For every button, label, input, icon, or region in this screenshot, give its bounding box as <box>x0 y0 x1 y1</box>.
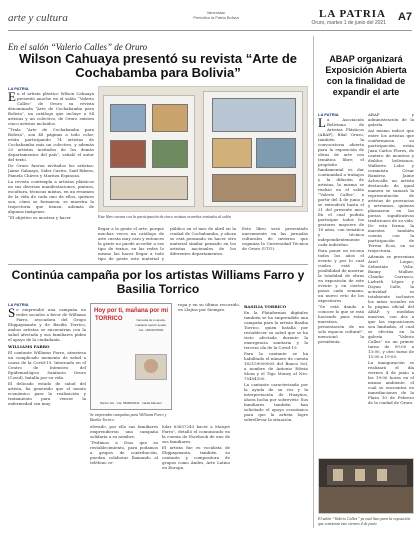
bottom-article-headline: Continúa campaña por los artistas Williams Farro y Basilia Torrico <box>11 268 305 296</box>
main-article-column-2 <box>98 226 164 262</box>
side-article-photo <box>318 458 414 514</box>
poster-appeal: Necesita de tu ayuda, cualquier aporte ayuda. Cel. +5822370500 <box>135 318 167 332</box>
artwork-thumbnail <box>256 138 296 168</box>
artwork-thumbnail <box>212 174 296 202</box>
main-article-headline: Wilson Cahuaya presentó su revista “Arte de Cochabamba para Bolivia” <box>18 51 298 80</box>
header-center <box>176 10 256 20</box>
header-center-line2: Periódico la Patria Bolivia <box>193 15 239 20</box>
main-article-column-1 <box>8 86 94 258</box>
exhibit-artwork <box>377 469 387 481</box>
poster-name: TORRICO <box>95 316 123 322</box>
main-paragraph: “Trala “Arte de Cochabamba para Bolivia”, son 48 páginas a todo color, están participando 74 artistas de Cochabamba más un colectivo, y además 20 artistas invitados de los demás departamentos del país”, señaló el autor del texto. <box>8 127 94 162</box>
column-divider <box>313 36 314 528</box>
issue-date: Oruro, martes 1 de junio del 2021 <box>311 20 386 26</box>
bottom-paragraph: ropa y en su último recorrido, en Llajtas por Siempre. <box>178 302 240 312</box>
artwork-thumbnail <box>152 104 188 132</box>
bottom-paragraph: e emprendió una campaña en redes sociales a favor de Williams Farro, avocadora del Grupo Elqipaymanta y de Basilia Torrico; ambos artistas se encuentran con la salud afectada y sus familiares piden el apoyo de la ciudadanía. <box>8 307 86 342</box>
catalog-page-right <box>203 91 303 207</box>
main-paragraph: público en el mes de abril en la ciudad de Cochabamba, y ahora se está pensando en hacer otro material similar pensado en los artistas nacionales de los diferentes departamentos. <box>170 226 236 256</box>
main-paragraph: De Oruro fueron invitados los artistas: Jaime Gabaayo, Sider Castro, Saíd Ribera, Pamela Chávez y Maritza Espinoza. <box>8 163 94 178</box>
bottom-article-column-2 <box>90 424 158 530</box>
side-paragraph: Además se presentan Ariel Luque, Sebastián Veliz, Banny Mulher, Claudio Carrasco, Lizbeth López y Dayan Calle, la actividad es totalmente inclusive los niños sociales en la página oficial del ABAP, y medidas masivas, con dos a que las exposiciones son limitadas, el cual se efectúa en la galería “Valerio Calles” en un primer turno de 09:00 a 13:00, y otro turno de 15:00 a 19:00. <box>368 254 414 359</box>
bottom-article-column-4 <box>178 302 240 422</box>
exhibit-artwork <box>355 469 365 481</box>
main-photo-caption: Este libro cuenta con la participación de cinco artistas orureños invitados al salón <box>98 214 231 219</box>
main-paragraph: n el artista plástico Wilson Cahuaya presentó anoche en el salón “Valerio Calles” de Oruro su revista denominada “Arte de Cochabamba para Bolivia”, un catálogo que incluye a 94 artistas y un colectivo, de Oruro existen cinco artistas incluidos. <box>8 91 94 126</box>
campaign-poster <box>90 303 172 410</box>
bottom-drop-cap: S <box>8 305 16 320</box>
newspaper-name: LA PATRIA <box>319 8 386 20</box>
side-paragraph: La inauguración se realizará el día viernes 4 de junio a las 19:00 horas en el mismo ambiente, el cual se encuentra en inmediaciones de la Plaza 10 de Febrero de la ciudad de Oruro. <box>368 360 414 405</box>
poster-slogan: Hoy por ti, mañana por mí <box>93 308 168 314</box>
bottom-paragraph: Para la cantante se ha habilitado el número de cuenta 182159000005 del Banco Sol, a nombre de Antonio Edwin Mora y el Tigo Money al Nro. 75404100. <box>244 351 308 381</box>
main-article-column-3 <box>170 226 236 262</box>
side-article-column-1 <box>318 112 364 454</box>
main-article-kicker: En el salón “Valerio Calles” de Oruro <box>8 42 148 52</box>
bottom-paragraph: El cantante Williams Farro, atraviesa un complicado momento de salud a causa de la Covid-19. Internado en el Centro de Intensivo del Epidemiológico Sanitario Oruro (Covid), batalla por su vida. <box>8 350 86 380</box>
main-paragraph: “El objetivo es mostrar y hacer <box>8 215 71 220</box>
section-divider <box>8 264 308 265</box>
bottom-article-column-1 <box>8 302 86 530</box>
bottom-photo-caption: Se emprenden campañas para Williams Farro y Basilia Torrico <box>90 412 167 422</box>
main-article-photo <box>98 86 308 212</box>
catalog-page-left <box>103 95 195 207</box>
main-article-column-4 <box>242 226 308 262</box>
side-paragraph: a Asociación Boliviana de Artistas Plásticos (ABAP), filial Oruro, también la convocatoria abierta para la exposición de obras de arte con temática libre; el propósito fundamental es dar continuidad a trabajos y la difusión de artistas, la misma se realizó en el salón “Valerio Calles”, a partir del 4 de junio y se extenderá hasta el 21 del presente mes. En el cual podrán participar todos los gestores mayores de 18 años, con temática y técnica independientemente cada individuo. <box>318 117 364 247</box>
bottom-paragraph: En la Plataformas digitales también se ha emprendido una campaña para la artista Basilia Torrico, quien batalla por restablecer su salud que se ha visto afectada durante la emergencia sanitaria y la tercera ola de la Covid-19. <box>244 310 308 350</box>
bottom-subhead: WILLIAMS FARRO <box>8 344 50 349</box>
artwork-thumbnail <box>110 104 146 132</box>
section-name: arte y cultura <box>8 12 68 24</box>
artwork-thumbnail <box>212 138 252 168</box>
side-photo-caption: El salón “Valerio Calles” ya está listo para la exposición que comienza este viernes 4 de junio <box>318 516 411 526</box>
bottom-subhead: BASILIA TORRICO <box>244 304 287 309</box>
side-paragraph: “Se está dando a conocer lo que se está haciendo para estas muestras, presentación de un solo espacio cultural”, mencionó la presidenta. <box>318 304 364 344</box>
exhibit-artwork <box>333 469 343 481</box>
poster-account-info: Banco Sol · Cta. 5828000441 · Nadia Mamani <box>100 401 162 405</box>
artwork-thumbnail <box>212 98 296 132</box>
side-paragraph: Para poner en escena todos los años el evento y por lo cual cuales está la posibilidad de mostrar la totalidad de obras en exposición de este evento y en ciertos pasos cada semana, un nuevo reto de los expositores. <box>318 248 364 303</box>
artwork-thumbnail <box>152 140 188 168</box>
poster-portrait <box>135 354 167 380</box>
bottom-paragraph: El artista fue es vocalista de Elqipaymanta, también su cantante y compositora de grupos como Andes, Arte Latino en Europa. <box>162 445 230 470</box>
main-drop-cap: E <box>8 89 16 104</box>
bottom-paragraph: “Pedimos a Dios que su restablecimiento, para podamos a grupos de contribución, puedan colaborar llamando al teléfono ce- <box>90 440 158 465</box>
side-drop-cap: L <box>318 115 326 130</box>
side-article-headline: ABAP organizará Exposición Abierta con la finalidad de expandir el arte <box>325 54 407 97</box>
bottom-article-column-5 <box>244 302 308 530</box>
main-paragraph: La revista contempla a artistas plásticos en sus diversas manifestaciones, pintura, escultura, técnicas mixtas, en un resumen de la vida de cada uno de ellos, quiénes son, cómo se formaron, se muestra la trayectoria que tienen, además de algunas imágenes. <box>8 179 94 214</box>
bottom-paragraph: La cantante caracterizada por la ayuda de su voz y la interpretación de Huayños, ahora lucha por sobrevivir. Sus familiares también han solicitado el apoyo económico para que la artista logre sobrellevar la situación. <box>244 382 308 422</box>
main-article-byline: LA PATRIA <box>8 86 29 91</box>
side-article-byline: LA PATRIA <box>318 112 339 117</box>
side-paragraph: ABAP y administración de la galería. <box>368 112 414 127</box>
bottom-paragraph: elevado, por ello sus familiares emprendieron una campaña solidaria a su nombre. <box>90 424 158 439</box>
side-paragraph: Así mismo indicó que entre los artistas que conformaron su participación, están Juan Carlos Flores, de cantero de montera y diablos bolivianos, Walberto Lobo y ceramista César Ramírez, Jaime Achocalla un artista destacado de igual manera se sumará la representación de artistas de provincias y artesanos, quienes plasmaron en las piezas significativas tradiciones de su vida. De esta forma, la muestra también cuenta con la participación de Teresa Ecos, en su trayectoria. <box>368 128 414 253</box>
bottom-article-byline: LA PATRIA <box>8 302 29 307</box>
side-article-column-2 <box>368 112 414 454</box>
artwork-thumbnail <box>110 176 188 200</box>
main-paragraph: Este libro será presentado nuevamente en las jornadas culturales de invierno que organiza la Universidad Técnica de Oruro (UTO). <box>242 226 308 251</box>
portrait-face <box>144 359 158 373</box>
artwork-thumbnail <box>110 140 146 168</box>
bottom-paragraph: lular 63637243 hacer a Margot Farro”, detalló el comunicado en la cuenta de Facebook de uno de sus familiares. <box>162 424 230 444</box>
bottom-article-column-3 <box>162 424 230 530</box>
bottom-paragraph: El delicado estado de salud del artista, ha generado que el monto económico para la realización y tratamiento para vencer la enfermedad sea muy <box>8 381 86 406</box>
header-rule <box>8 30 412 31</box>
header-center-line1: Vanenstac <box>206 10 226 15</box>
page-header <box>8 6 412 40</box>
main-paragraph: llegar a la gente el arte, porque muchas veces un catálogo de arte cuesta muy caro y entonces la gente no puede acceder a ese tipo de textos, en las redes lo mismo las hacer llegar a todo tipo de gente este material y <box>98 226 164 261</box>
main-article-body-1 <box>8 91 94 220</box>
page-number: A7 <box>397 11 412 23</box>
